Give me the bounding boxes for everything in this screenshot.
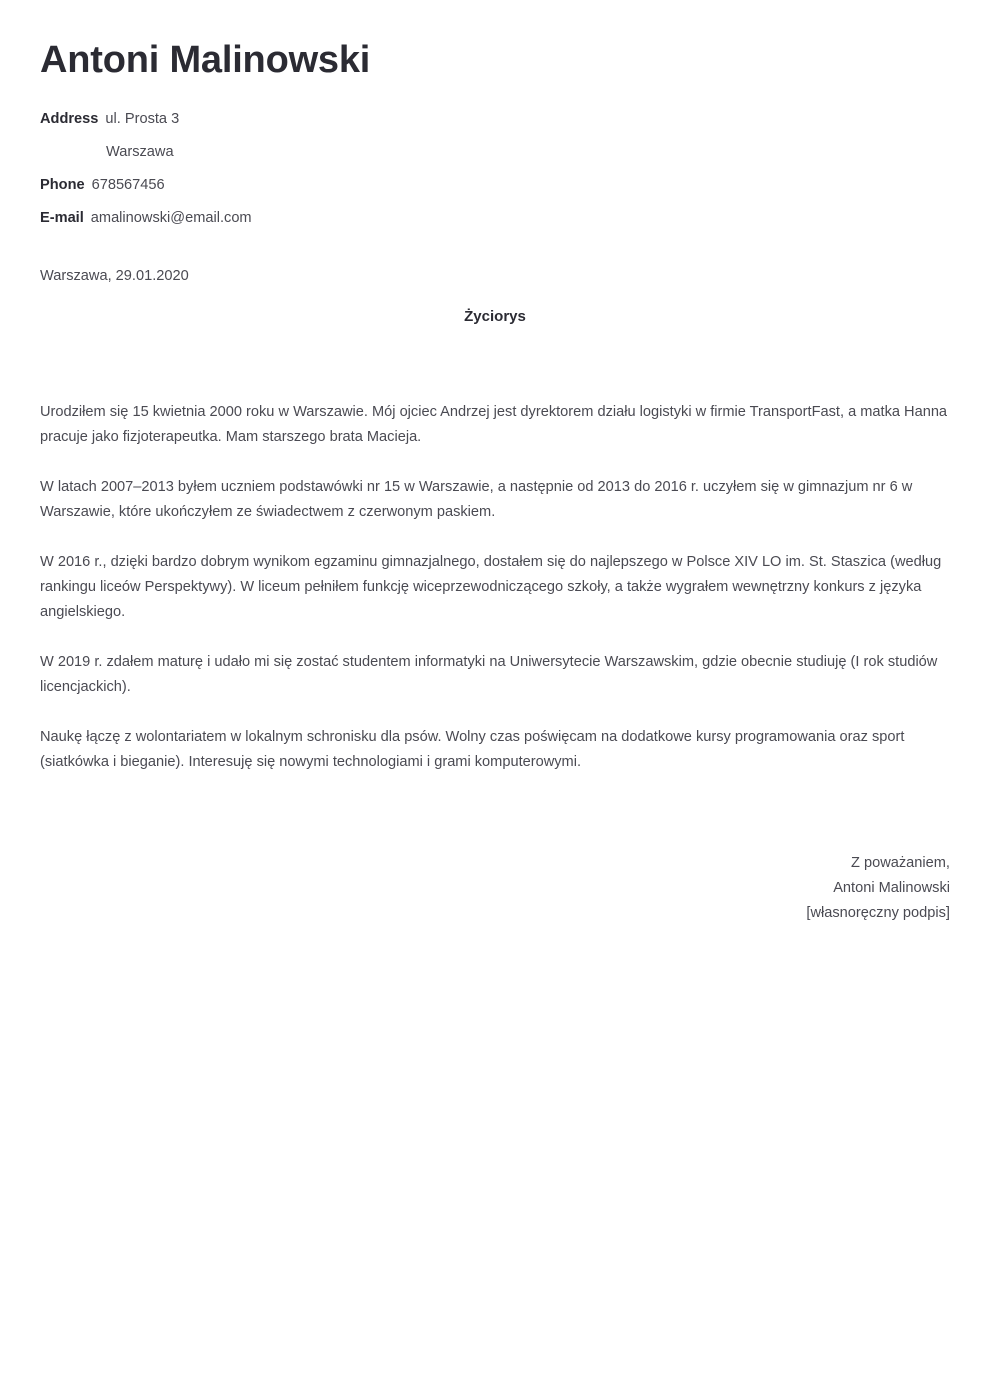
address-value: ul. Prosta 3	[105, 111, 180, 127]
phone-label: Phone	[40, 177, 85, 193]
email-label: E-mail	[40, 210, 84, 226]
address-label: Address	[40, 111, 99, 127]
contact-row-address	[40, 110, 950, 128]
body-paragraph: Urodziłem się 15 kwietnia 2000 roku w Warszawie. Mój ojciec Andrzej jest dyrektorem działu logistyki w firmie TransportFast, a matka Hanna pracuje jako fizjoterapeutka. Mam starszego brata Macieja.	[40, 404, 948, 445]
body-paragraph: W latach 2007–2013 byłem uczniem podstawówki nr 15 w Warszawie, a następnie od 2013 do 2016 r. uczyłem się w gimnazjum nr 6 w Warszawie, które ukończyłem ze świadectwem z czerwonym paskiem.	[40, 479, 913, 520]
address-city-value: Warszawa	[106, 144, 174, 160]
contact-details-block	[40, 110, 950, 227]
page-title: Antoni Malinowski	[40, 39, 371, 81]
document-content-column	[40, 0, 950, 926]
phone-value: 678567456	[91, 177, 165, 193]
contact-row-email	[40, 209, 950, 227]
body-paragraph: W 2019 r. zdałem maturę i udało mi się zostać studentem informatyki na Uniwersytecie Warszawskim, gdzie obecnie studiuję (I rok studiów licencjackich).	[40, 654, 938, 695]
email-value: amalinowski@email.com	[90, 210, 252, 226]
signature-closing: Z poważaniem,	[851, 855, 950, 871]
signature-placeholder-note: [własnoręczny podpis]	[806, 905, 950, 921]
body-paragraph: W 2016 r., dzięki bardzo dobrym wynikom egzaminu gimnazjalnego, dostałem się do najlepszego w Polsce XIV LO im. St. Staszica (według rankingu liceów Perspektywy). W liceum pełniłem funkcję wiceprzewodniczącego szkoły, a także wygrałem wewnętrzny konkurs z języka angielskiego.	[40, 554, 942, 620]
contact-row-phone	[40, 176, 950, 194]
document-body	[40, 400, 950, 775]
body-paragraph: Naukę łączę z wolontariatem w lokalnym schronisku dla psów. Wolny czas poświęcam na dodatkowe kursy programowania oraz sport (siatkówka i bieganie). Interesuję się nowymi technologiami i grami komputerowymi.	[40, 729, 905, 770]
signature-name: Antoni Malinowski	[833, 880, 950, 896]
place-and-date: Warszawa, 29.01.2020	[40, 268, 189, 284]
signature-block	[40, 851, 950, 926]
document-title: Życiorys	[464, 308, 526, 325]
